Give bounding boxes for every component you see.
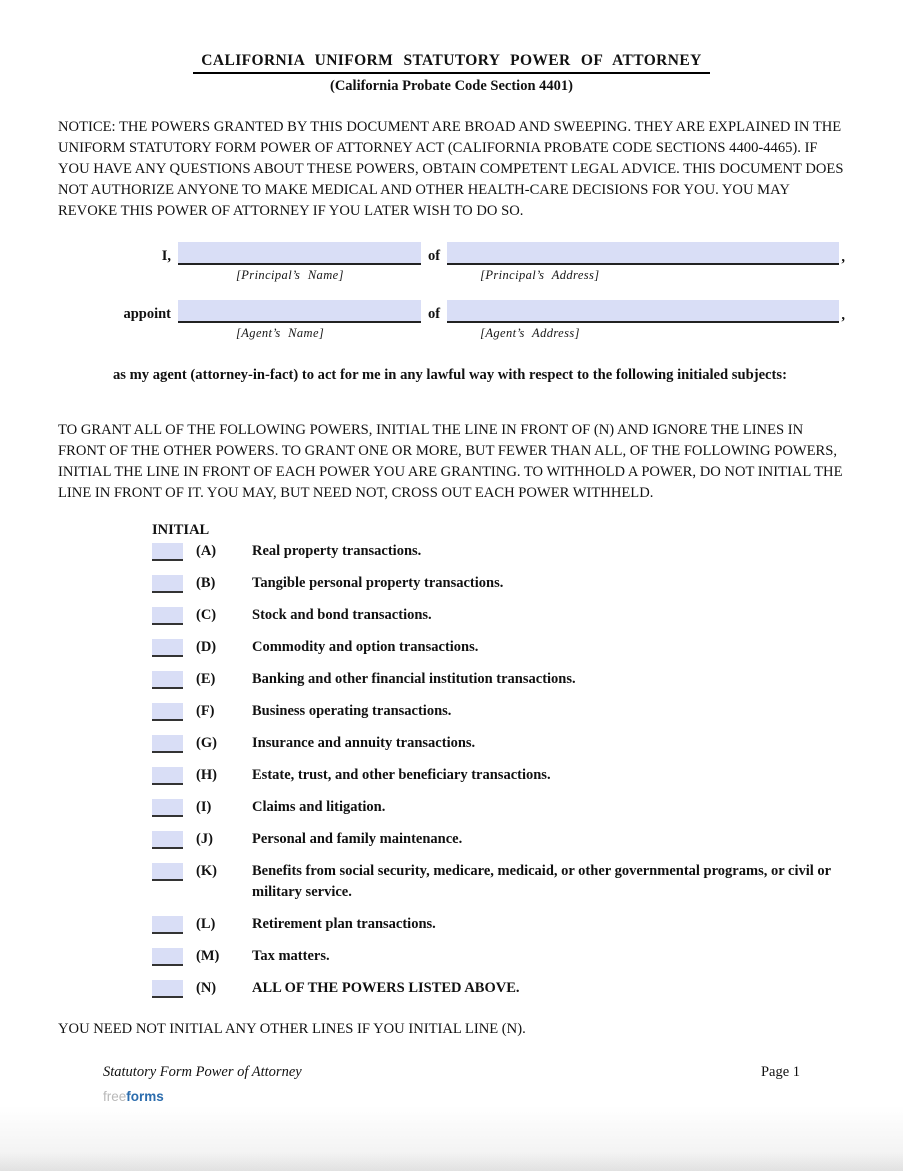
power-description-j: Personal and family maintenance. <box>252 830 463 847</box>
power-row-m <box>155 946 845 967</box>
principal-name-label: [Principal’s Name] <box>236 267 344 282</box>
principal-clause <box>113 242 845 282</box>
notice-paragraph: NOTICE: THE POWERS GRANTED BY THIS DOCUMENT ARE BROAD AND SWEEPING. THEY ARE EXPLAINED IN THE UNIFORM STATUTORY FORM POWER OF ATTORNEY ACT (CALIFORNIA PROBATE CODE SECTIONS 4400-4465). IF YOU HAVE ANY QUESTIONS ABOUT THESE POWERS, OBTAIN COMPETENT LEGAL ADVICE. THIS DOCUMENT DOES NOT AUTHORIZE ANYONE TO MAKE MEDICAL AND OTHER HEALTH-CARE DECISIONS FOR YOU. YOU MAY REVOKE THIS POWER OF ATTORNEY IF YOU LATER WISH TO DO SO. <box>58 119 844 219</box>
power-description-e: Banking and other financial institution transactions. <box>252 670 576 687</box>
principal-name-group <box>178 242 421 282</box>
page-bottom-shadow <box>0 1106 903 1171</box>
agent-clause-comma: , <box>841 306 845 323</box>
logo-text-forms: forms <box>126 1088 164 1104</box>
agent-prefix: appoint <box>123 305 171 322</box>
grant-instructions: TO GRANT ALL OF THE FOLLOWING POWERS, INITIAL THE LINE IN FRONT OF (N) AND IGNORE THE LINES IN FRONT OF THE OTHER POWERS. TO GRANT ONE OR MORE, BUT FEWER THAN ALL, OF THE FOLLOWING POWERS, INITIAL THE LINE IN FRONT OF EACH POWER YOU ARE GRANTING. TO WITHHOLD A POWER, DO NOT INITIAL THE LINE IN FRONT OF IT. YOU MAY, BUT NEED NOT, CROSS OUT EACH POWER WITHHELD. <box>58 421 843 501</box>
power-row-f <box>155 701 845 722</box>
initial-field-h[interactable] <box>152 767 183 785</box>
power-row-c <box>155 605 845 626</box>
powers-list <box>152 521 845 999</box>
power-description-f: Business operating transactions. <box>252 702 452 719</box>
agent-address-group <box>447 300 839 340</box>
closing-note: YOU NEED NOT INITIAL ANY OTHER LINES IF YOU INITIAL LINE (N). <box>58 1020 526 1037</box>
power-letter-e: (E) <box>196 670 216 687</box>
power-letter-k: (K) <box>196 862 217 879</box>
initial-field-j[interactable] <box>152 831 183 849</box>
page-number: Page 1 <box>760 1063 800 1080</box>
power-description-k: Benefits from social security, medicare, medicaid, or other governmental programs, or civil or military service. <box>252 862 831 900</box>
agent-name-label: [Agent’s Name] <box>236 325 325 340</box>
initial-heading: INITIAL <box>152 521 210 538</box>
agent-address-field[interactable] <box>447 300 839 323</box>
agent-connector: of <box>428 305 441 322</box>
power-row-j <box>155 829 845 850</box>
page-footer <box>103 1064 800 1081</box>
agent-address-label: [Agent’s Address] <box>480 325 580 340</box>
power-description-i: Claims and litigation. <box>252 798 386 815</box>
power-letter-i: (I) <box>196 798 212 815</box>
principal-address-field[interactable] <box>447 242 839 265</box>
power-letter-m: (M) <box>196 947 220 964</box>
agent-name-field[interactable] <box>178 300 421 323</box>
power-letter-f: (F) <box>196 702 215 719</box>
initial-field-c[interactable] <box>152 607 183 625</box>
power-description-l: Retirement plan transactions. <box>252 915 436 932</box>
power-row-n <box>155 978 845 999</box>
power-row-a <box>155 541 845 562</box>
initial-field-f[interactable] <box>152 703 183 721</box>
freeforms-logo[interactable] <box>103 1089 845 1104</box>
power-row-b <box>155 573 845 594</box>
power-description-c: Stock and bond transactions. <box>252 606 432 623</box>
power-letter-j: (J) <box>196 830 213 847</box>
power-description-h: Estate, trust, and other beneficiary transactions. <box>252 766 551 783</box>
power-description-n: ALL OF THE POWERS LISTED ABOVE. <box>252 979 520 996</box>
initial-field-k[interactable] <box>152 863 183 881</box>
agent-clause <box>113 300 845 340</box>
power-letter-h: (H) <box>196 766 217 783</box>
initial-field-g[interactable] <box>152 735 183 753</box>
principal-clause-comma: , <box>841 248 845 265</box>
principal-address-label: [Principal’s Address] <box>480 267 600 282</box>
agent-name-group <box>178 300 421 340</box>
initial-field-l[interactable] <box>152 916 183 934</box>
agent-statement: as my agent (attorney-in-fact) to act for me in any lawful way with respect to the following initialed subjects: <box>113 366 787 383</box>
power-letter-a: (A) <box>196 542 217 559</box>
power-description-b: Tangible personal property transactions. <box>252 574 504 591</box>
power-description-a: Real property transactions. <box>252 542 422 559</box>
power-row-e <box>155 669 845 690</box>
power-description-m: Tax matters. <box>252 947 330 964</box>
initial-field-d[interactable] <box>152 639 183 657</box>
principal-name-field[interactable] <box>178 242 421 265</box>
initial-field-i[interactable] <box>152 799 183 817</box>
initial-field-a[interactable] <box>152 543 183 561</box>
initial-field-e[interactable] <box>152 671 183 689</box>
power-row-h <box>155 765 845 786</box>
power-row-g <box>155 733 845 754</box>
power-row-i <box>155 797 845 818</box>
principal-connector: of <box>428 247 441 264</box>
power-letter-b: (B) <box>196 574 216 591</box>
principal-prefix: I, <box>161 247 171 264</box>
document-subtitle: (California Probate Code Section 4401) <box>330 78 573 94</box>
power-row-l <box>155 914 845 935</box>
power-letter-l: (L) <box>196 915 216 932</box>
principal-address-group <box>447 242 839 282</box>
initial-field-b[interactable] <box>152 575 183 593</box>
logo-text-free: free <box>103 1088 127 1104</box>
power-letter-n: (N) <box>196 979 217 996</box>
document-title: CALIFORNIA UNIFORM STATUTORY POWER OF ATTORNEY <box>193 52 709 74</box>
footer-document-name: Statutory Form Power of Attorney <box>103 1063 302 1080</box>
power-row-k <box>155 861 845 903</box>
power-letter-g: (G) <box>196 734 217 751</box>
initial-field-m[interactable] <box>152 948 183 966</box>
initial-field-n[interactable] <box>152 980 183 998</box>
power-letter-d: (D) <box>196 638 217 655</box>
power-row-d <box>155 637 845 658</box>
power-letter-c: (C) <box>196 606 217 623</box>
power-description-d: Commodity and option transactions. <box>252 638 479 655</box>
power-description-g: Insurance and annuity transactions. <box>252 734 476 751</box>
